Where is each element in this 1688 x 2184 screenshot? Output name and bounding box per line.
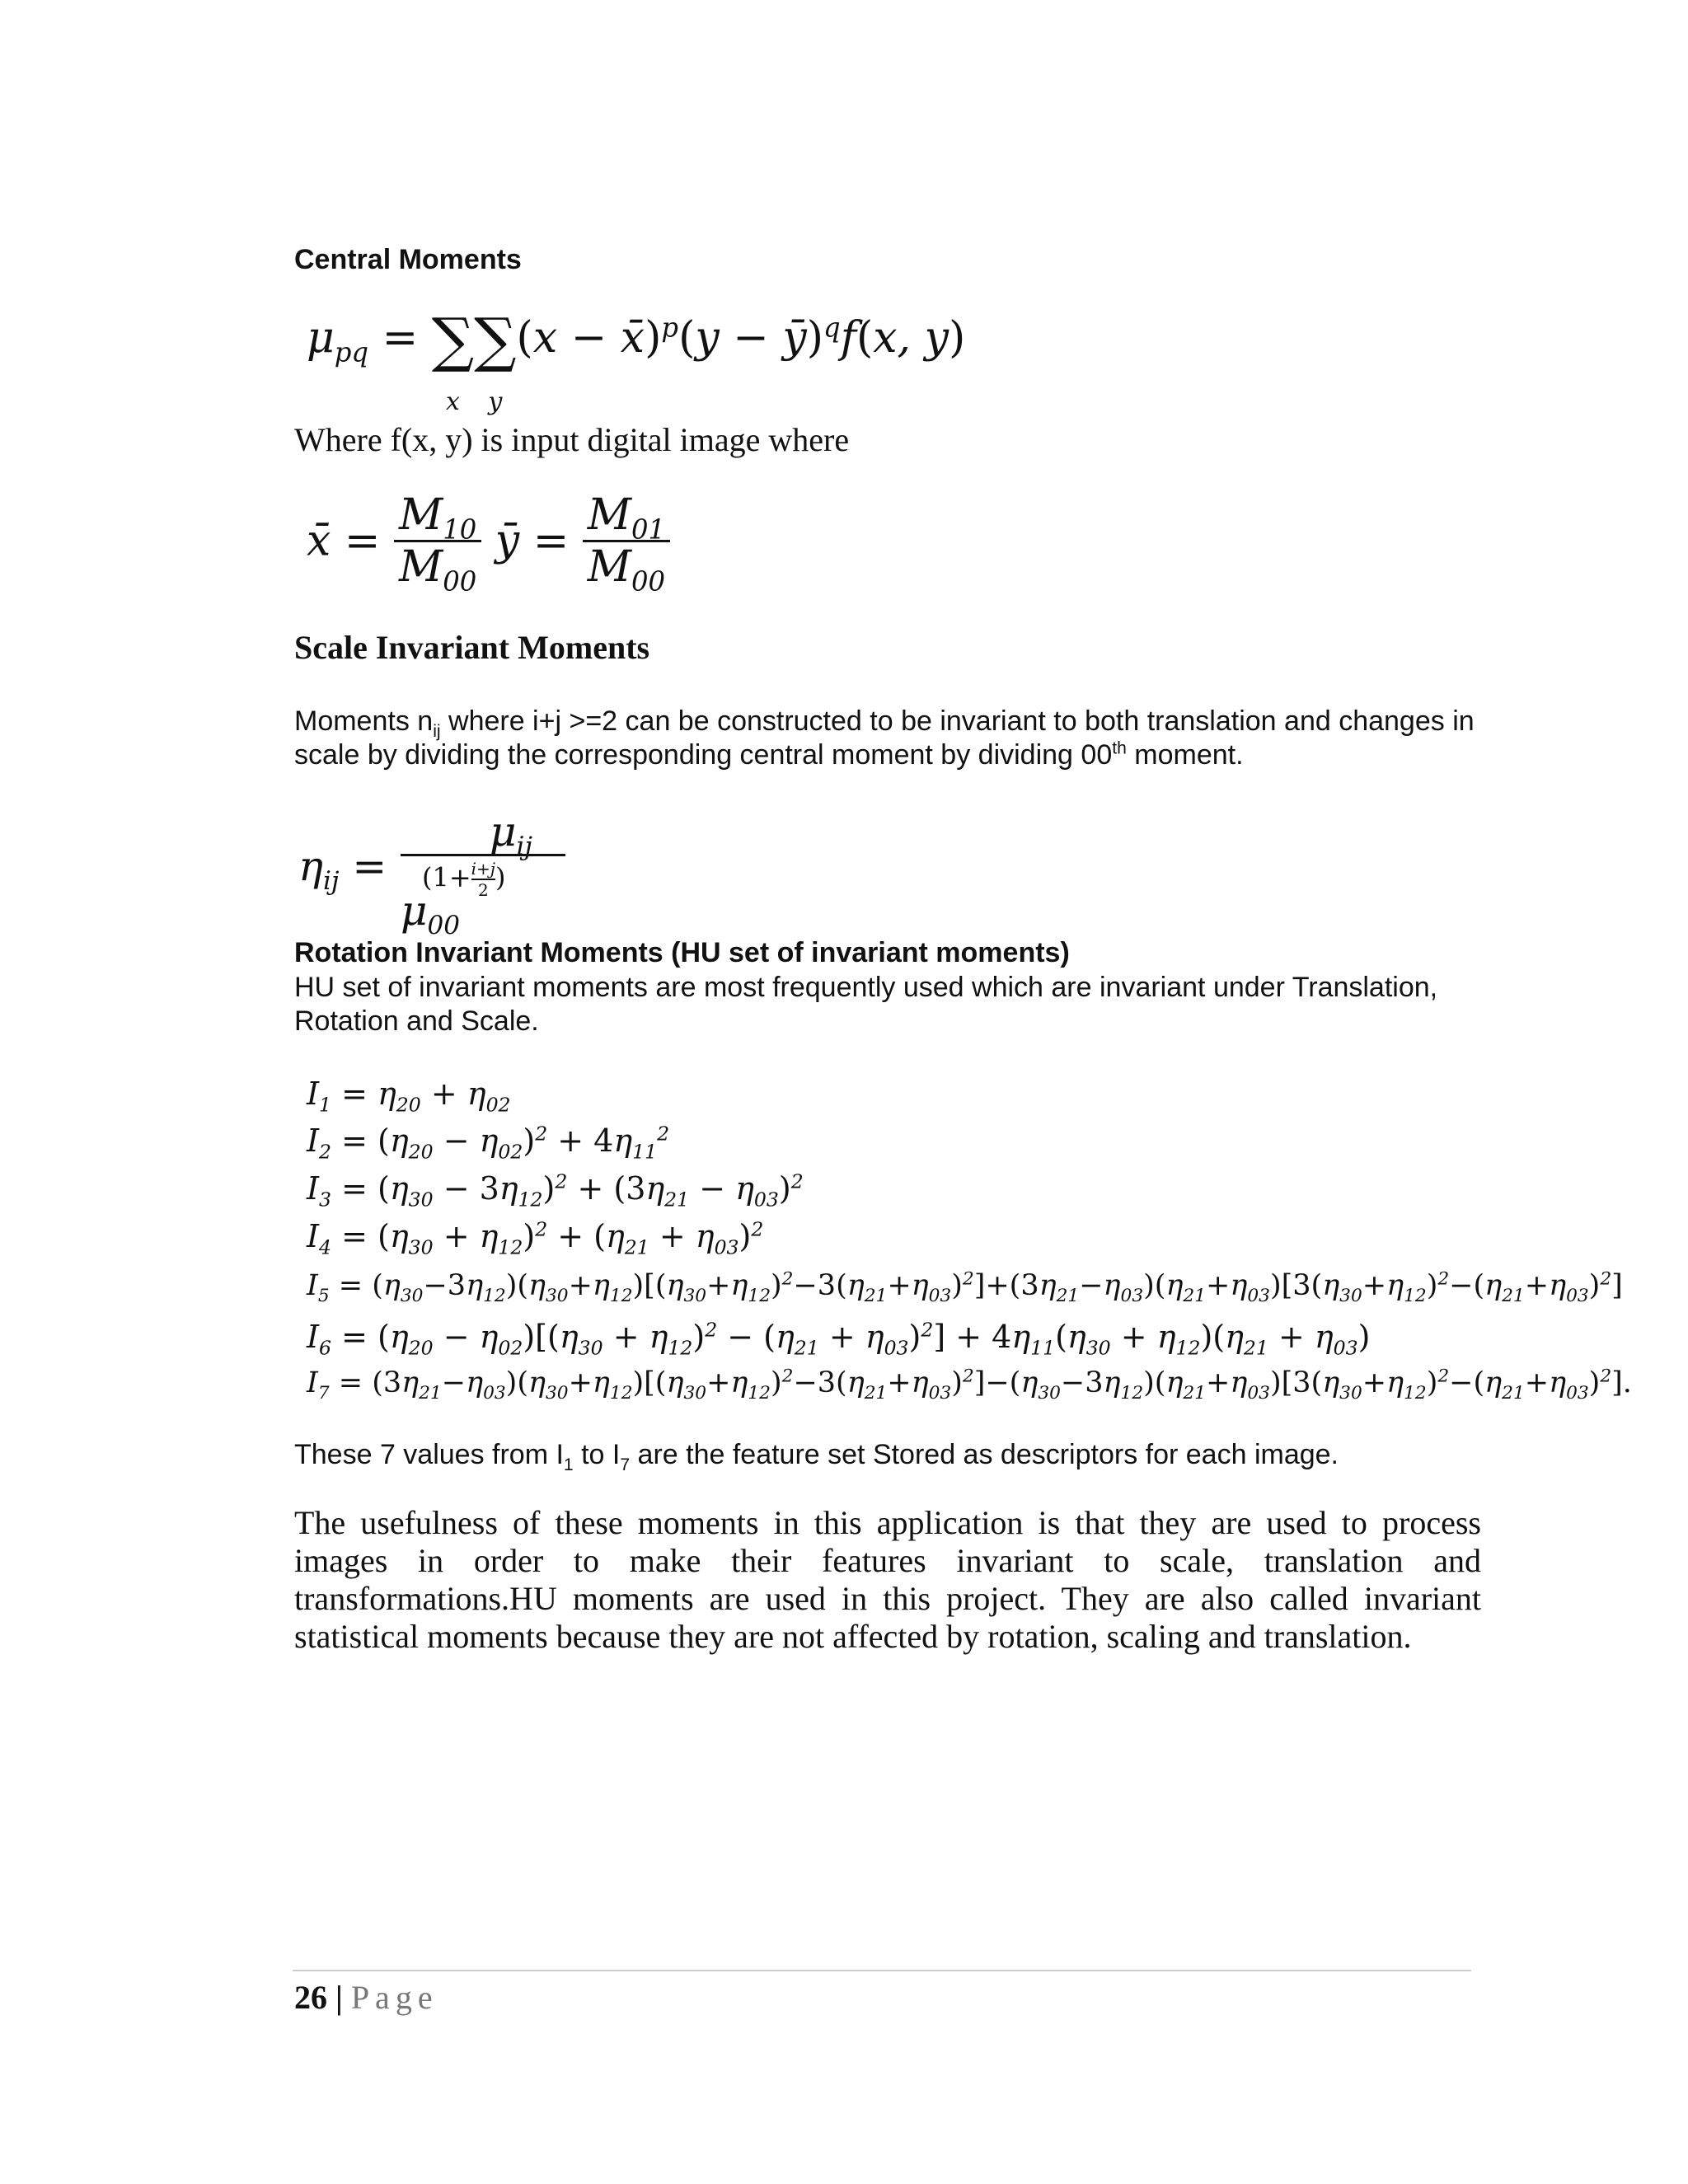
rotation-paragraph: HU set of invariant moments are most frequently used which are invariant under Translation, Rotation and Scale.: [294, 972, 1438, 1037]
hu-moment-i4: $I_4 = (\eta_{30} + \eta_{12})^2 + (\eta_{21} + \eta_{03})^2$: [307, 1217, 764, 1259]
hu-moment-i1: $I_1 = \eta_{20} + \eta_{02}$: [307, 1076, 511, 1117]
equation-centroid: x̄ = $\frac{M_{10}}{M_{00}}$ ȳ = $\frac{M_{01}}{M_{00}}$: [307, 490, 686, 606]
equation-central-moment: $\mu_{pq}$ = ∑ x∑ y(x − x̄)$^p$(y − ȳ)$^q$f(x, y): [307, 305, 966, 416]
hu-moment-i5: $I_5 = (\eta_{30}-3\eta_{12})(\eta_{30}+\eta_{12})[(\eta_{30}+\eta_{12})^2-3(\eta_{21}+\eta_{03})^2]+(3\eta_{21}-\eta_{03})(\eta_{21}+\eta_{03})[3(\eta_{30}+\eta_{12})^2-(\eta_{21}+\eta_{03})^2]$: [307, 1268, 1623, 1306]
footer-divider: [293, 1970, 1471, 1971]
equation-normalized-moment: $\eta_{ij}$ = $\mu_{ij}$ (1+ $\frac{i+j}{2}$ ) $\mu_{00}$: [298, 808, 579, 931]
page-separator: |: [327, 1979, 351, 2016]
descriptor-paragraph: These 7 values from $I_1$ to $I_7$ are the feature set Stored as descriptors for each image.: [294, 1439, 1339, 1474]
hu-moment-i6: $I_6 = (\eta_{20} - \eta_{02})[(\eta_{30} + \eta_{12})^2 - (\eta_{21} + \eta_{03})^2] + 4\eta_{11}(\eta_{30} + \eta_{12})(\eta_{21} + \eta_{03})$: [307, 1318, 1371, 1360]
heading-central-moments: Central Moments: [294, 244, 522, 275]
page-label: Page: [350, 1979, 438, 2016]
hu-moment-i7: $I_7 = (3\eta_{21}-\eta_{03})(\eta_{30}+\eta_{12})[(\eta_{30}+\eta_{12})^2-3(\eta_{21}+\eta_{03})^2]-(\eta_{30}-3\eta_{12})(\eta_{21}+\eta_{03})[3(\eta_{30}+\eta_{12})^2-(\eta_{21}+\eta_{03})^2]$.: [307, 1366, 1632, 1404]
where-text: Where f(x, y) is input digital image where: [294, 421, 850, 458]
heading-rotation-invariant-moments: Rotation Invariant Moments (HU set of invariant moments): [294, 937, 1070, 968]
heading-scale-invariant-moments: Scale Invariant Moments: [294, 629, 650, 666]
scale-paragraph: Moments $n_{ij}$ where i+j >=2 can be constructed to be invariant to both translation and changes in scale by dividing the corresponding central moment by dividing 00th moment.: [294, 705, 1475, 771]
hu-moment-i2: $I_2 = (\eta_{20} - \eta_{02})^2 + 4\eta_{11}^2$: [307, 1122, 670, 1164]
page-number: 26: [294, 1979, 327, 2016]
usefulness-paragraph: The usefulness of these moments in this application is that they are used to process images in order to make their features invariant to scale, translation and transformations.HU moments are used in this project. They are also called invariant statistical moments because they are not affected by rotation, scaling and translation.: [294, 1504, 1481, 1655]
hu-moment-i3: $I_3 = (\eta_{30} - 3\eta_{12})^2 + (3\eta_{21} - \eta_{03})^2$: [307, 1169, 804, 1212]
page-footer: [294, 1978, 438, 2017]
